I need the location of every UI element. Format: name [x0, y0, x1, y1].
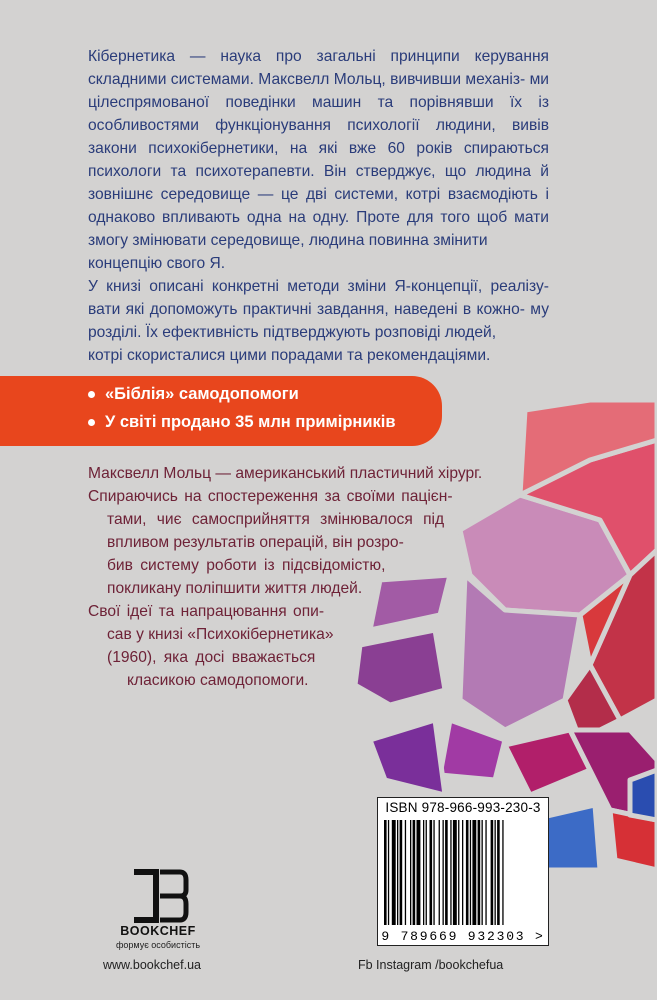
publisher-tagline: формує особистість — [115, 940, 201, 950]
bio-line: Спираючись на спостереження за своїми пацієн- — [88, 488, 453, 505]
barcode-bar — [470, 820, 471, 925]
description-text — [88, 45, 549, 367]
barcode-bar — [502, 820, 503, 925]
barcode-bar — [413, 820, 416, 925]
bio-line: класикою самодопомоги. — [127, 672, 309, 689]
bio-line: бив систему роботи із підсвідомістю, — [107, 557, 386, 574]
description-line: зовнішнє середовище — це дві системи, котрі взаємодіють — [88, 186, 538, 203]
barcode-bar — [445, 820, 448, 925]
barcode-bar — [466, 820, 469, 925]
barcode-bar — [388, 820, 389, 925]
bio-line: покликану поліпшити життя людей. — [107, 580, 363, 597]
barcode-digits: 9 789669 932303 > — [381, 929, 545, 944]
bullet-icon — [88, 419, 95, 426]
barcode-bar — [497, 820, 500, 925]
publisher-name: BOOKCHEF — [120, 924, 196, 938]
bio-line: Свої ідеї та напрацювання опи- — [88, 603, 325, 620]
barcode-bar — [450, 820, 451, 925]
description-line: психологи та психотерапевти. Він стверджує, що людина й — [88, 163, 549, 180]
barcode-bar — [397, 820, 398, 925]
description-line: і однаково впливають одна на одну. Проте для того щоб — [88, 186, 549, 226]
barcode-bar — [405, 820, 406, 925]
barcode-bars — [384, 820, 542, 925]
barcode-bar — [433, 820, 434, 925]
publisher-logo — [98, 868, 218, 950]
highlights-banner — [0, 376, 442, 446]
website-link[interactable]: www.bookchef.ua — [103, 958, 201, 972]
isbn-number: ISBN 978-966-993-230-3 — [385, 800, 541, 815]
bio-line: тами, чиє самосприйняття змінювалося під — [107, 511, 445, 528]
barcode-bar — [392, 820, 396, 925]
barcode-bar — [462, 820, 463, 925]
highlight-label: «Біблія» самодопомоги — [105, 385, 299, 403]
description-paragraph-2-end — [88, 344, 549, 367]
description-line: вати які допоможуть практичні завдання, наведені в кожно- — [88, 301, 525, 318]
description-paragraph-2 — [88, 275, 549, 344]
bio-line: (1960), яка досі вважається — [107, 649, 316, 666]
isbn-barcode — [377, 797, 549, 946]
description-line: концепцію свого Я. — [88, 255, 226, 272]
barcode-bar — [482, 820, 483, 925]
description-line: ми цілеспрямованої поведінки машин та порівнявши їх із — [88, 71, 549, 111]
description-line: му розділі. Їх ефективність підтверджують розповіді людей, — [88, 301, 549, 341]
highlight-label: У світі продано 35 млн примірників — [105, 413, 396, 431]
bullet-icon — [88, 391, 95, 398]
description-paragraph-1-end — [88, 252, 549, 275]
barcode-bar — [439, 820, 440, 925]
bio-line: сав у книзі «Психокібернетика» — [107, 626, 334, 643]
social-handle[interactable]: Fb Instagram /bookchefua — [358, 958, 504, 972]
highlight-item — [88, 385, 299, 404]
description-line: складними системами. Максвелл Мольц, вивчивши механіз- — [88, 71, 526, 88]
barcode-bar — [426, 820, 427, 925]
barcode-bar — [458, 820, 459, 925]
barcode-bar — [495, 820, 496, 925]
highlight-item — [88, 413, 396, 432]
description-line: котрі скористалися цими порадами та рекомендаціями. — [88, 347, 491, 364]
barcode-bar — [478, 820, 481, 925]
barcode-bar — [443, 820, 444, 925]
description-line: особливостями функціонування психології людини, вивів — [88, 117, 549, 134]
bio-line: впливом результатів операцій, він розро- — [107, 534, 404, 551]
barcode-bar — [485, 820, 486, 925]
barcode-bar — [453, 820, 457, 925]
description-paragraph-1 — [88, 45, 549, 252]
bio-line: Максвелл Мольц — американський пластичний хірург. — [88, 465, 483, 482]
barcode-bar — [430, 820, 433, 925]
description-line: Кібернетика — наука про загальні принципи керування — [88, 48, 549, 65]
barcode-bar — [491, 820, 494, 925]
description-line: мати змогу змінювати середовище, людина повинна змінити — [88, 209, 549, 249]
barcode-bar — [410, 820, 411, 925]
barcode-bar — [400, 820, 403, 925]
barcode-bar — [417, 820, 421, 925]
bookchef-logo-icon — [98, 868, 218, 924]
description-line: закони психокібернетики, на які вже 60 років спираються — [88, 140, 549, 157]
barcode-bar — [384, 820, 387, 925]
barcode-bar — [472, 820, 476, 925]
description-line: У книзі описані конкретні методи зміни Я-концепції, реалізу- — [88, 278, 549, 295]
barcode-bar — [423, 820, 424, 925]
